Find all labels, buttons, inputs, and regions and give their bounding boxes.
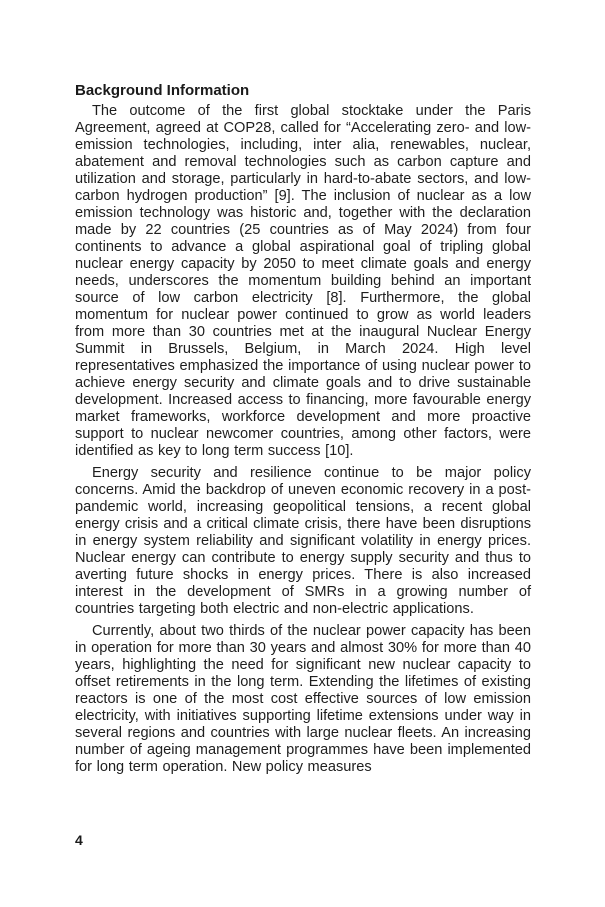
section-heading: Background Information <box>75 82 250 99</box>
paragraph-1: The outcome of the first global stocktake under the Paris Agreement, agreed at COP28, called for “Accelerating zero- and low-emission technologies, including, inter alia, renewables, nuclear, abatement and removal technologies such as carbon capture and utilization and storage, particularly in hard-to-abate sectors, and low-carbon hydrogen production” [9]. The inclusion of nuclear as a low emission technology was historic and, together with the declaration made by 22 countries (25 countries as of May 2024) from four continents to advance a global aspirational goal of tripling global nuclear energy capacity by 2050 to meet climate goals and energy needs, underscores the momentum building behind an important source of low carbon electricity [8]. Furthermore, the global momentum for nuclear power continued to grow as world leaders from more than 30 countries met at the inaugural Nuclear Energy Summit in Brussels, Belgium, in March 2024. High level representatives emphasized the importance of using nuclear power to achieve energy security and climate goals and to drive sustainable development. Increased access to financing, more favourable energy market frameworks, workforce development and more proactive support to nuclear newcomer countries, among other factors, were identified as key to long term success [10]. <box>75 103 531 459</box>
text-column <box>75 82 531 781</box>
paragraph-2: Energy security and resilience continue to be major policy concerns. Amid the backdrop of uneven economic recovery in a post-pandemic world, increasing geopolitical tensions, a recent global energy crisis and a critical climate crisis, there have been disruptions in energy system reliability and significant volatility in energy prices. Nuclear energy can contribute to energy supply security and thus to averting future shocks in energy prices. There is also increased interest in the development of SMRs in a growing number of countries targeting both electric and non-electric applications. <box>75 465 531 617</box>
page-number: 4 <box>75 832 83 848</box>
paragraph-3: Currently, about two thirds of the nuclear power capacity has been in operation for more than 30 years and almost 30% for more than 40 years, highlighting the need for significant new nuclear capacity to offset retirements in the long term. Extending the lifetimes of existing reactors is one of the most cost effective sources of low emission electricity, with initiatives supporting lifetime extensions under way in several regions and countries with large nuclear fleets. An increasing number of ageing management programmes have been implemented for long term operation. New policy measures <box>75 623 531 775</box>
